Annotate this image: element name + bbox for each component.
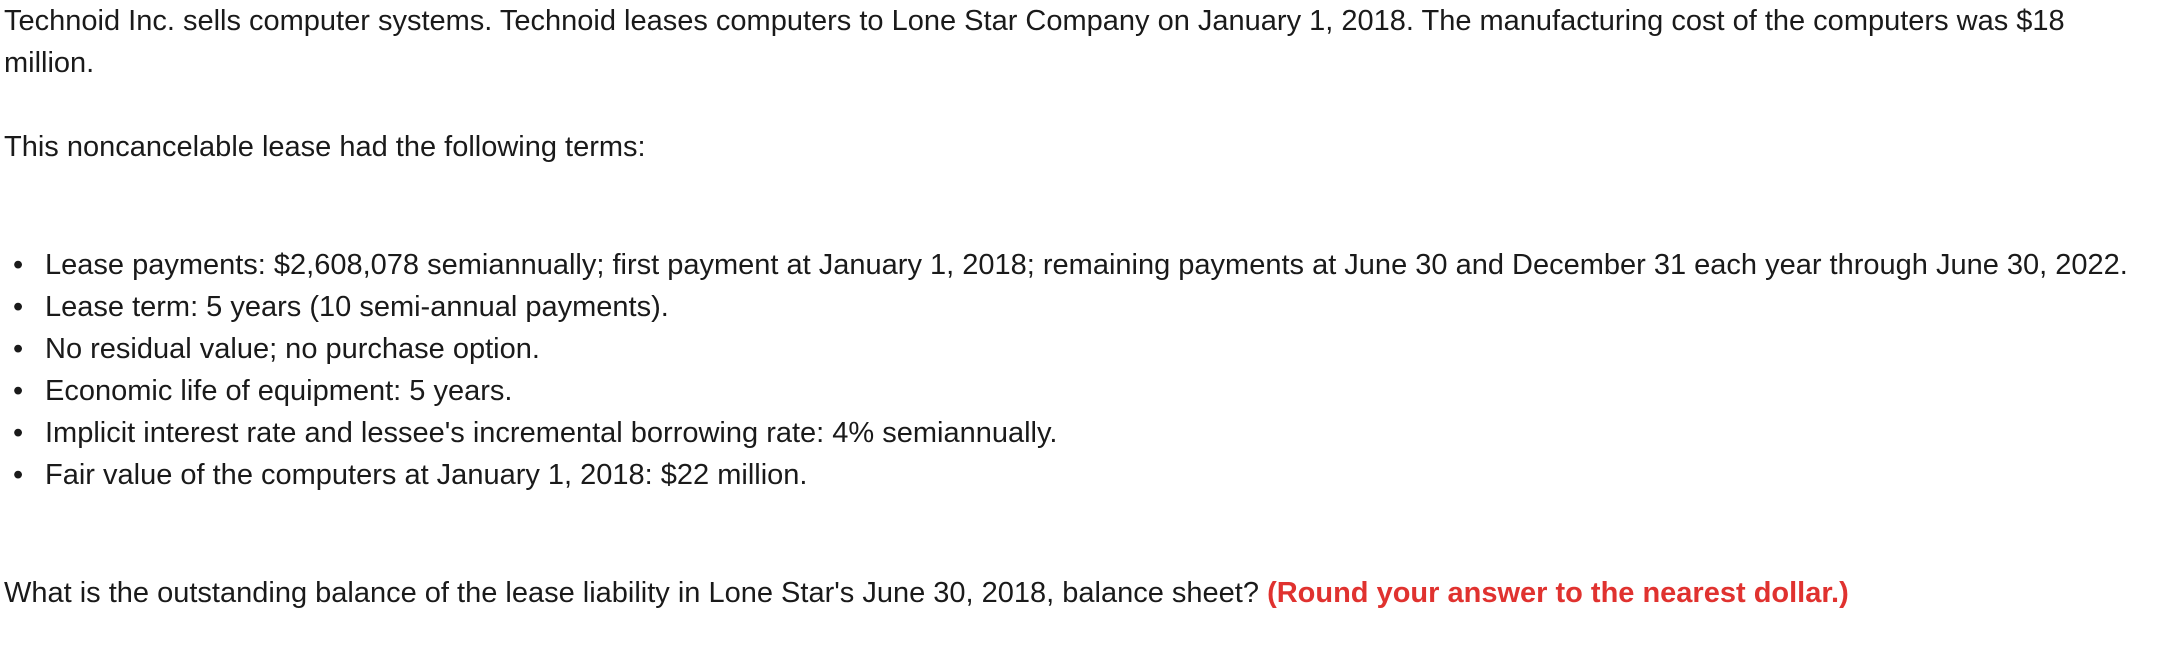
- term-text: Lease payments: $2,608,078 semiannually; first payment at January 1, 2018; remaining payments at June 30 and December 31 each year through June 30, 2022.: [45, 249, 2128, 281]
- term-text: Implicit interest rate and lessee's incremental borrowing rate: 4% semiannually.: [45, 417, 1058, 449]
- bullet-icon: •: [13, 333, 24, 365]
- term-text: Lease term: 5 years (10 semi-annual payments).: [45, 291, 669, 323]
- question-text: [4, 572, 2170, 614]
- intro-text: Technoid Inc. sells computer systems. Technoid leases computers to Lone Star Company on January 1, 2018. The manufacturing cost of the computers was $18 million.: [4, 5, 2065, 79]
- term-text: No residual value; no purchase option.: [45, 333, 540, 365]
- lease-terms-list: [4, 244, 2170, 496]
- term-text: Economic life of equipment: 5 years.: [45, 375, 513, 407]
- list-item: [4, 370, 2145, 412]
- list-item: [4, 244, 2145, 286]
- question-body: What is the outstanding balance of the lease liability in Lone Star's June 30, 2018, balance sheet?: [4, 577, 1259, 609]
- term-text: Fair value of the computers at January 1, 2018: $22 million.: [45, 459, 808, 491]
- bullet-icon: •: [13, 291, 24, 323]
- list-item: [4, 286, 2145, 328]
- list-item: [4, 328, 2145, 370]
- bullet-icon: •: [13, 459, 24, 491]
- bullet-icon: •: [13, 249, 24, 281]
- terms-heading: This noncancelable lease had the following terms:: [4, 131, 646, 163]
- rounding-instruction: (Round your answer to the nearest dollar.): [1267, 577, 1849, 609]
- list-item: [4, 454, 2145, 496]
- bullet-icon: •: [13, 375, 24, 407]
- list-item: [4, 412, 2145, 454]
- bullet-icon: •: [13, 417, 24, 449]
